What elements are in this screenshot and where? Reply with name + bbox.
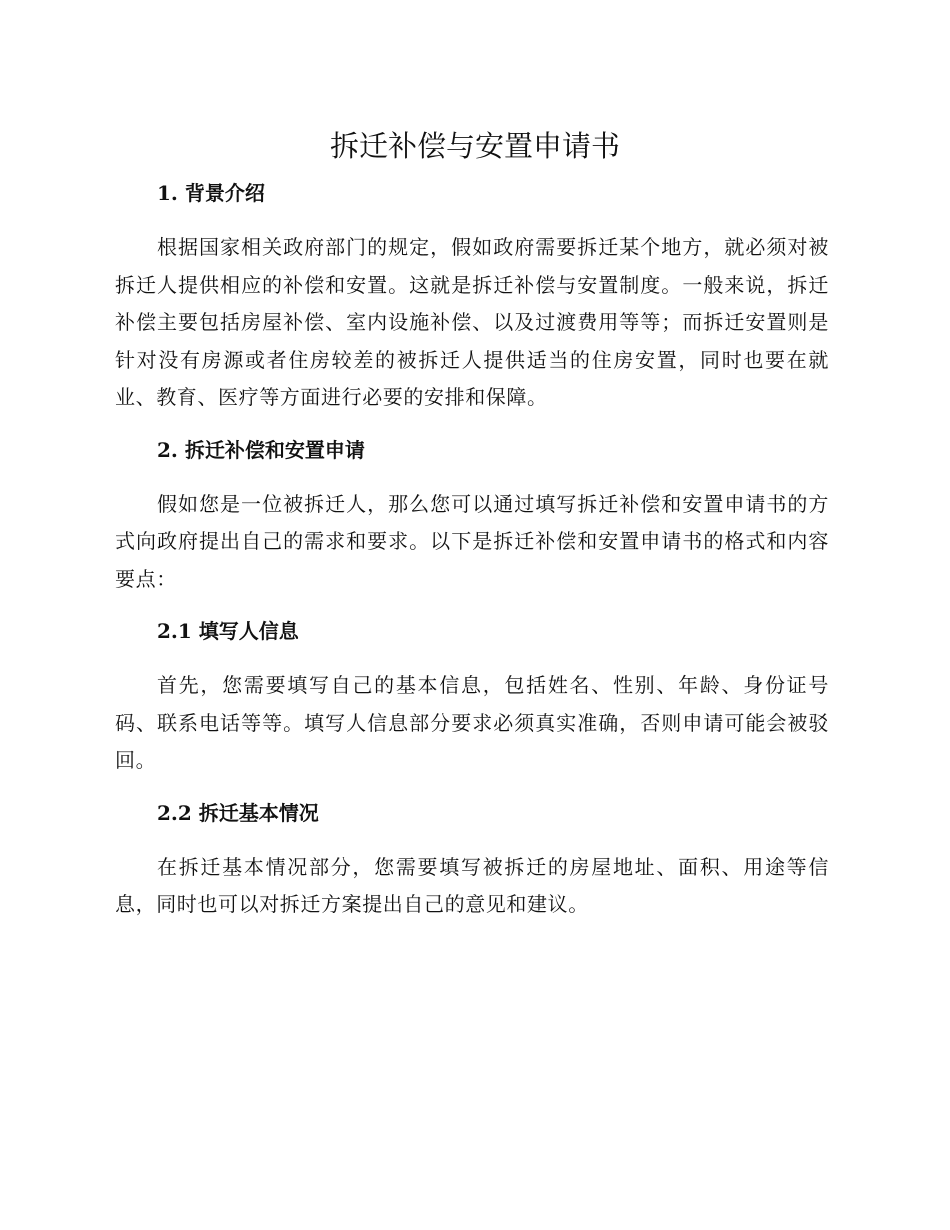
document-title: 拆迁补偿与安置申请书 xyxy=(329,129,620,163)
section-heading-basic-situation: 2.2 拆迁基本情况 xyxy=(157,800,319,825)
section-heading-application: 2. 拆迁补偿和安置申请 xyxy=(157,437,365,462)
section-heading-background: 1. 背景介绍 xyxy=(157,181,265,205)
section-heading-applicant-info: 2.1 填写人信息 xyxy=(157,619,299,643)
section-paragraph-basic-situation: 在拆迁基本情况部分，您需要填写被拆迁的房屋地址、面积、用途等信息，同时也可以对拆迁方案提出自己的意见和建议。 xyxy=(115,854,829,916)
section-paragraph-applicant-info: 首先，您需要填写自己的基本信息，包括姓名、性别、年龄、身份证号码、联系电话等等。填写人信息部分要求必须真实准确，否则申请可能会被驳回。 xyxy=(115,673,829,772)
document-body xyxy=(115,176,829,924)
section-paragraph-application: 假如您是一位被拆迁人，那么您可以通过填写拆迁补偿和安置申请书的方式向政府提出自己的需求和要求。以下是拆迁补偿和安置申请书的格式和内容要点： xyxy=(115,491,829,591)
section-paragraph-background: 根据国家相关政府部门的规定，假如政府需要拆迁某个地方，就必须对被拆迁人提供相应的补偿和安置。这就是拆迁补偿与安置制度。一般来说，拆迁补偿主要包括房屋补偿、室内设施补偿、以及过渡费用等等；而拆迁安置则是针对没有房源或者住房较差的被拆迁人提供适当的住房安置，同时也要在就业、教育、医疗等方面进行必要的安排和保障。 xyxy=(115,235,829,409)
